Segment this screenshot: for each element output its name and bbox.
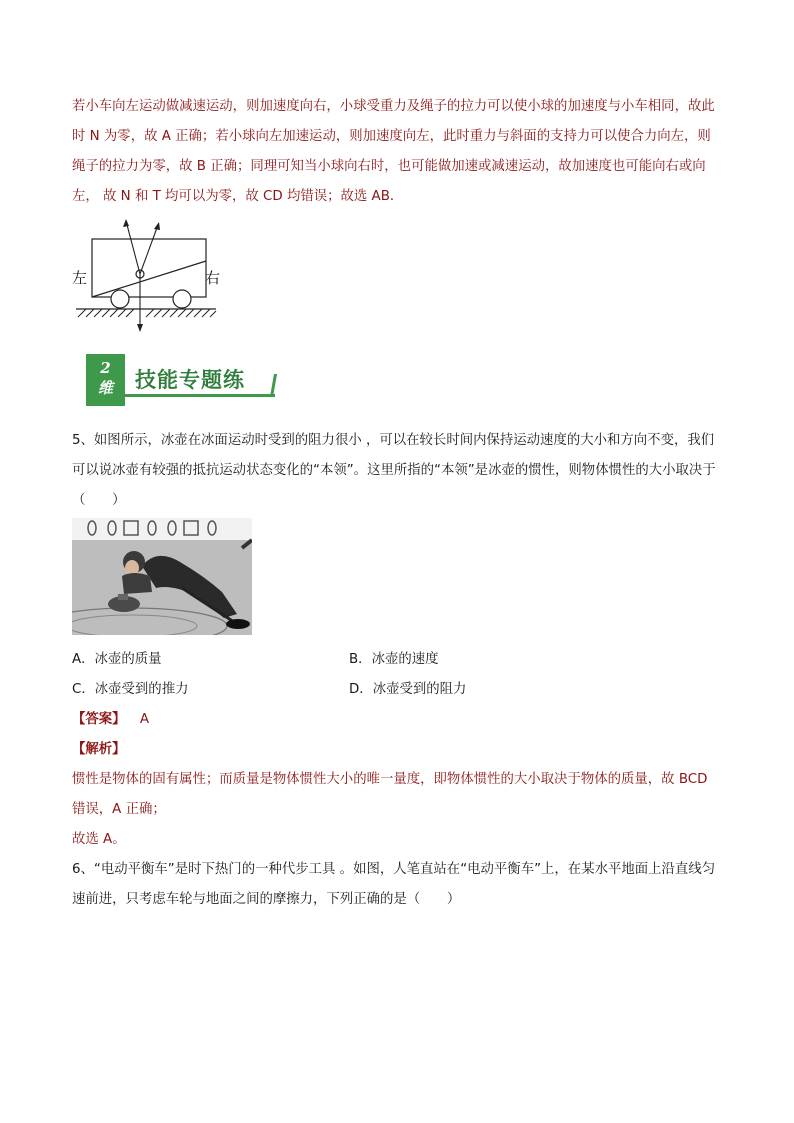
conclusion-text: 故选 A。 — [72, 832, 126, 847]
curling-photo — [72, 518, 252, 635]
analysis-line — [72, 735, 724, 765]
cart-body — [92, 239, 206, 297]
banner-underline-end — [270, 374, 277, 397]
section-banner — [86, 354, 286, 410]
question-5-solution — [72, 705, 724, 915]
ground-hatching — [78, 309, 216, 317]
option-c: C．冰壶受到的推力 — [72, 682, 189, 697]
question-5-options — [72, 645, 724, 705]
wheel-right — [173, 290, 191, 308]
wheel-left — [111, 290, 129, 308]
banner-title: 技能专题练 — [135, 368, 245, 392]
analysis-tag: 【解析】 — [72, 742, 126, 757]
options-row-1 — [72, 645, 724, 675]
option-d: D．冰壶受到的阻力 — [349, 682, 467, 697]
banner-suffix: 维 — [97, 379, 113, 397]
tension-arrow — [126, 221, 140, 274]
normal-arrow — [140, 225, 158, 274]
curling-illustration — [72, 518, 252, 635]
question-5 — [72, 426, 724, 516]
option-a: A．冰壶的质量 — [72, 652, 162, 667]
right-label: 右 — [205, 269, 221, 287]
analysis-text: 惯性是物体的固有属性；而质量是物体惯性大小的唯一量度，即物体惯性的大小取决于物体的质量，故 BCD 错误，A 正确； — [72, 772, 708, 817]
question-5-stem: 5、如图所示，冰壶在冰面运动时受到的阻力很小 ，可以在较长时间内保持运动速度的大小和方向不变，我们可以说冰壶有较强的抵抗运动状态变化的“本领”。这里所指的“本领”是冰壶的惯性，则物体惯性的大小取决于（ ） — [72, 433, 716, 508]
left-label: 左 — [72, 269, 88, 287]
question-6-stem: 6、“电动平衡车”是时下热门的一种代步工具 。如图，人笔直站在“电动平衡车”上，在某水平地面上沿直线匀速前进，只考虑车轮与地面之间的摩擦力，下列正确的是（ ） — [72, 862, 716, 907]
answer-line — [72, 705, 724, 735]
options-row-2 — [72, 675, 724, 705]
intro-paragraph: 若小车向左运动做减速运动，则加速度向右，小球受重力及绳子的拉力可以使小球的加速度与小车相同，故此时 N 为零，故 A 正确；若小球向左加速运动，则加速度向左，此时重力与斜面的支持力可以使合力向左，则绳子的拉力为零，故 B 正确；同理可知当小球向右时，也可能做加速或减速运动，故加速度也可能向右或向左， 故 N 和 T 均可以为零，故 CD 均错误；故选 AB． — [72, 99, 715, 204]
intro-section — [72, 92, 724, 212]
incline-line — [92, 261, 206, 297]
banner-number: 2 — [100, 359, 111, 377]
answer-tag: 【答案】 — [72, 712, 126, 727]
banner-badge — [86, 354, 125, 406]
banner-underline — [125, 394, 275, 397]
answer-value: A — [139, 712, 149, 727]
option-b: B．冰壶的速度 — [349, 652, 439, 667]
cart-diagram — [72, 213, 232, 335]
